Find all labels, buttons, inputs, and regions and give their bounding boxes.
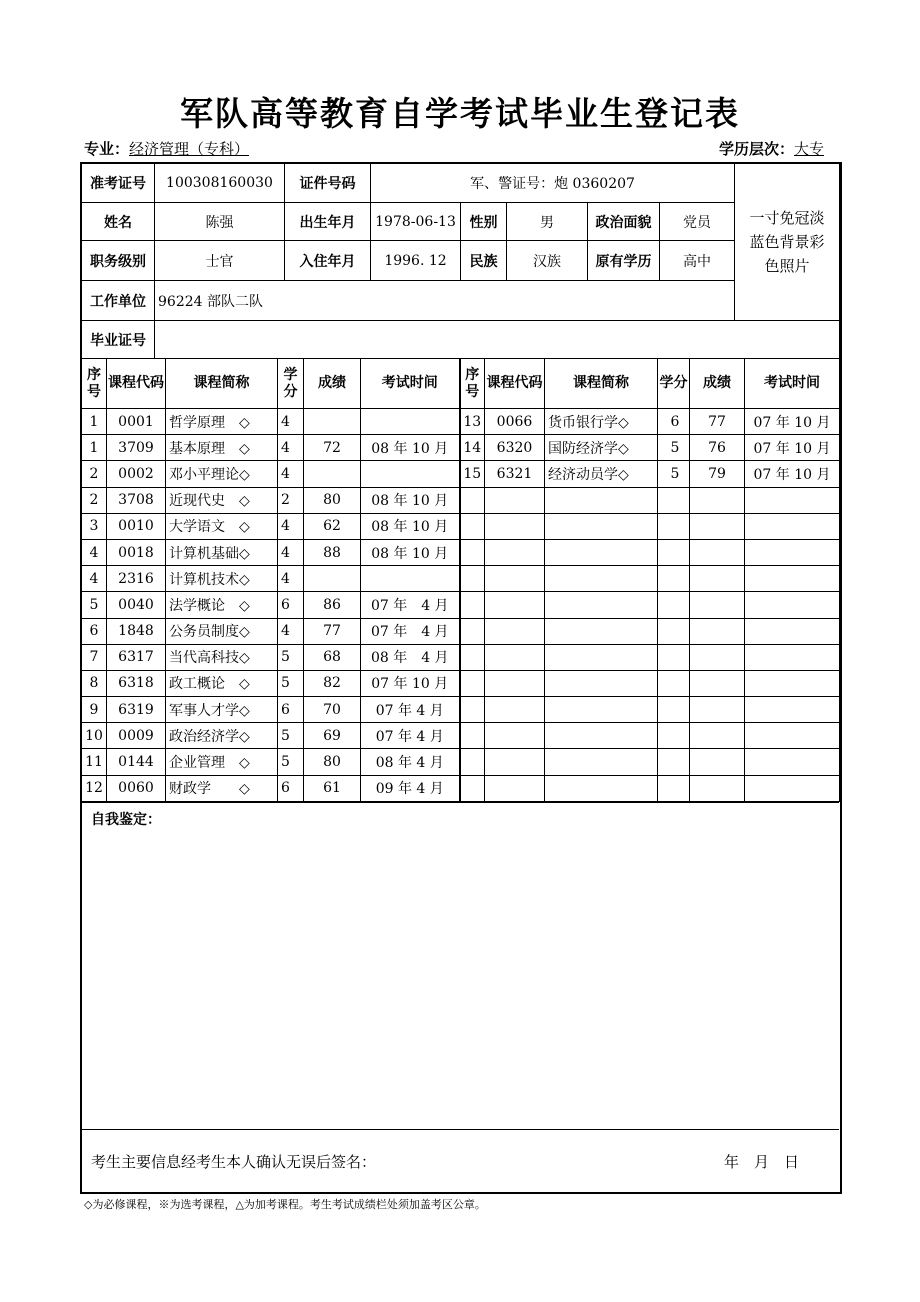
course-credit-cell: 6: [658, 409, 690, 435]
table-row: [82, 539, 840, 565]
enlist-value: 1996. 12: [371, 241, 461, 281]
course-time-cell: 08 年 10 月: [361, 539, 460, 565]
course-score-cell: 82: [304, 670, 361, 696]
course-code-cell: [485, 749, 545, 775]
course-code-cell: [485, 513, 545, 539]
course-credit-cell: 5: [278, 670, 304, 696]
course-seq-cell: [460, 644, 485, 670]
cert-value: [155, 321, 840, 359]
course-name-cell: [545, 749, 658, 775]
course-credit-cell: [658, 775, 690, 801]
course-seq-cell: [460, 618, 485, 644]
course-seq-cell: [460, 723, 485, 749]
table-row: [82, 697, 840, 723]
course-time-cell: [745, 749, 840, 775]
course-seq-cell: 4: [82, 539, 107, 565]
birth-label: 出生年月: [285, 203, 371, 241]
edu-value: 高中: [660, 241, 735, 281]
course-name-cell: 基本原理 ◇: [166, 435, 278, 461]
course-score-cell: [304, 409, 361, 435]
course-name-cell: [545, 566, 658, 592]
header-credit: 学分: [278, 359, 304, 409]
table-row: [82, 435, 840, 461]
course-score-cell: 70: [304, 697, 361, 723]
course-score-cell: 68: [304, 644, 361, 670]
course-credit-cell: 6: [278, 775, 304, 801]
header-credit: 学分: [658, 359, 690, 409]
course-code-cell: 6318: [107, 670, 166, 696]
course-name-cell: 政工概论 ◇: [166, 670, 278, 696]
course-score-cell: 77: [690, 409, 745, 435]
course-score-cell: [690, 592, 745, 618]
major-label: 专业：: [84, 140, 130, 158]
course-seq-cell: 11: [82, 749, 107, 775]
header-seq: 序号: [82, 359, 107, 409]
major-value: 经济管理（专科）: [129, 140, 250, 158]
course-credit-cell: [658, 539, 690, 565]
course-credit-cell: [658, 749, 690, 775]
level-label: 学历层次：: [718, 140, 794, 158]
course-credit-cell: [658, 644, 690, 670]
course-seq-cell: 3: [82, 513, 107, 539]
course-credit-cell: 4: [278, 513, 304, 539]
course-code-cell: 0060: [107, 775, 166, 801]
course-header-row: [82, 359, 840, 409]
course-time-cell: 08 年 10 月: [361, 487, 460, 513]
course-score-cell: 86: [304, 592, 361, 618]
course-seq-cell: 12: [82, 775, 107, 801]
table-row: [82, 723, 840, 749]
course-time-cell: [745, 723, 840, 749]
course-name-cell: [545, 697, 658, 723]
course-seq-cell: 14: [460, 435, 485, 461]
id-label: 证件号码: [285, 163, 371, 203]
course-score-cell: [690, 487, 745, 513]
table-row: [82, 513, 840, 539]
course-name-cell: [545, 592, 658, 618]
course-time-cell: [745, 566, 840, 592]
course-score-cell: [690, 513, 745, 539]
course-seq-cell: 1: [82, 435, 107, 461]
course-time-cell: 07 年 10 月: [361, 670, 460, 696]
course-name-cell: [545, 487, 658, 513]
signature-text: 考生主要信息经考生本人确认无误后签名：: [91, 1153, 377, 1171]
course-seq-cell: 4: [82, 566, 107, 592]
id-value: 军、警证号：炮 0360207: [371, 163, 735, 203]
course-seq-cell: [460, 487, 485, 513]
course-score-cell: [690, 723, 745, 749]
rank-value: 士官: [155, 241, 285, 281]
course-time-cell: [361, 461, 460, 487]
course-name-cell: [545, 618, 658, 644]
course-credit-cell: 5: [278, 644, 304, 670]
course-seq-cell: 7: [82, 644, 107, 670]
course-credit-cell: 4: [278, 566, 304, 592]
course-time-cell: 08 年 10 月: [361, 513, 460, 539]
course-credit-cell: [658, 697, 690, 723]
course-time-cell: 07 年 4 月: [361, 697, 460, 723]
course-name-cell: 计算机基础◇: [166, 539, 278, 565]
course-code-cell: 0009: [107, 723, 166, 749]
gender-label: 性别: [461, 203, 507, 241]
course-code-cell: 1848: [107, 618, 166, 644]
course-name-cell: [545, 539, 658, 565]
course-credit-cell: 5: [278, 723, 304, 749]
header-code: 课程代码: [107, 359, 166, 409]
course-seq-cell: 15: [460, 461, 485, 487]
edu-label: 原有学历: [588, 241, 660, 281]
course-seq-cell: 6: [82, 618, 107, 644]
course-seq-cell: [460, 566, 485, 592]
header-score: 成绩: [304, 359, 361, 409]
courses-body: [82, 359, 840, 802]
course-code-cell: [485, 775, 545, 801]
signature-date: 年 月 日: [723, 1153, 799, 1171]
course-seq-cell: [460, 775, 485, 801]
footnote: ◇为必修课程，※为选考课程，△为加考课程。考生考试成绩栏处须加盖考区公章。: [84, 1198, 486, 1211]
course-time-cell: 07 年 10 月: [745, 435, 840, 461]
course-score-cell: [690, 670, 745, 696]
level-field: [719, 138, 824, 159]
course-score-cell: 88: [304, 539, 361, 565]
page-title: 军队高等教育自学考试毕业生登记表: [180, 94, 740, 133]
unit-label: 工作单位: [82, 281, 155, 321]
course-name-cell: [545, 723, 658, 749]
course-score-cell: [690, 697, 745, 723]
course-time-cell: [745, 670, 840, 696]
course-credit-cell: [658, 513, 690, 539]
course-time-cell: 08 年 10 月: [361, 435, 460, 461]
course-score-cell: [690, 644, 745, 670]
table-row: [82, 566, 840, 592]
course-code-cell: 6320: [485, 435, 545, 461]
course-name-cell: 计算机技术◇: [166, 566, 278, 592]
course-credit-cell: [658, 723, 690, 749]
ethnic-value: 汉族: [507, 241, 588, 281]
course-credit-cell: [658, 618, 690, 644]
course-score-cell: [690, 618, 745, 644]
course-seq-cell: 2: [82, 487, 107, 513]
course-name-cell: 公务员制度◇: [166, 618, 278, 644]
course-score-cell: 79: [690, 461, 745, 487]
course-code-cell: [485, 697, 545, 723]
course-score-cell: [304, 566, 361, 592]
course-code-cell: 6317: [107, 644, 166, 670]
course-score-cell: [690, 775, 745, 801]
course-code-cell: [485, 487, 545, 513]
course-name-cell: 国防经济学◇: [545, 435, 658, 461]
course-score-cell: 77: [304, 618, 361, 644]
exam-no-value: 100308160030: [155, 163, 285, 203]
course-credit-cell: [658, 487, 690, 513]
course-credit-cell: 4: [278, 461, 304, 487]
unit-value: 96224 部队二队: [155, 281, 735, 321]
course-name-cell: 法学概论 ◇: [166, 592, 278, 618]
course-seq-cell: 2: [82, 461, 107, 487]
course-time-cell: 07 年 10 月: [745, 409, 840, 435]
course-code-cell: [485, 618, 545, 644]
course-name-cell: 企业管理 ◇: [166, 749, 278, 775]
course-time-cell: 07 年 4 月: [361, 723, 460, 749]
course-code-cell: 0010: [107, 513, 166, 539]
course-code-cell: [485, 723, 545, 749]
personal-info-table: [81, 162, 840, 359]
ethnic-label: 民族: [461, 241, 507, 281]
header-name: 课程简称: [545, 359, 658, 409]
course-name-cell: 邓小平理论◇: [166, 461, 278, 487]
course-seq-cell: [460, 513, 485, 539]
course-name-cell: 当代高科技◇: [166, 644, 278, 670]
photo-placeholder: [735, 163, 840, 321]
course-time-cell: [745, 644, 840, 670]
course-name-cell: 财政学 ◇: [166, 775, 278, 801]
course-credit-cell: 2: [278, 487, 304, 513]
header-code: 课程代码: [485, 359, 545, 409]
course-code-cell: 0002: [107, 461, 166, 487]
course-name-cell: 近现代史 ◇: [166, 487, 278, 513]
course-seq-cell: [460, 592, 485, 618]
course-name-cell: 大学语文 ◇: [166, 513, 278, 539]
course-time-cell: [745, 592, 840, 618]
table-row: [82, 749, 840, 775]
course-seq-cell: 10: [82, 723, 107, 749]
course-score-cell: [690, 539, 745, 565]
course-time-cell: 07 年 10 月: [745, 461, 840, 487]
course-code-cell: [485, 644, 545, 670]
course-code-cell: 0001: [107, 409, 166, 435]
course-time-cell: 07 年 4 月: [361, 618, 460, 644]
enlist-label: 入住年月: [285, 241, 371, 281]
course-score-cell: 72: [304, 435, 361, 461]
course-credit-cell: 5: [658, 435, 690, 461]
course-score-cell: 61: [304, 775, 361, 801]
course-seq-cell: 1: [82, 409, 107, 435]
self-evaluation-section: [81, 802, 839, 1189]
table-row: [82, 592, 840, 618]
course-name-cell: 货币银行学◇: [545, 409, 658, 435]
course-credit-cell: 4: [278, 618, 304, 644]
course-code-cell: 0144: [107, 749, 166, 775]
table-row: [82, 461, 840, 487]
course-code-cell: 2316: [107, 566, 166, 592]
course-name-cell: 军事人才学◇: [166, 697, 278, 723]
course-seq-cell: 9: [82, 697, 107, 723]
rank-label: 职务级别: [82, 241, 155, 281]
course-credit-cell: 4: [278, 539, 304, 565]
course-code-cell: [485, 566, 545, 592]
header-name: 课程简称: [166, 359, 278, 409]
course-score-cell: 80: [304, 749, 361, 775]
course-code-cell: 6319: [107, 697, 166, 723]
course-code-cell: [485, 539, 545, 565]
course-credit-cell: [658, 592, 690, 618]
course-time-cell: [745, 775, 840, 801]
table-row: [82, 644, 840, 670]
header-time: 考试时间: [361, 359, 460, 409]
course-seq-cell: 8: [82, 670, 107, 696]
major-field: [84, 138, 249, 159]
course-seq-cell: [460, 539, 485, 565]
course-time-cell: [745, 618, 840, 644]
courses-table: [81, 358, 840, 802]
table-row: [82, 409, 840, 435]
course-credit-cell: [658, 566, 690, 592]
course-credit-cell: 4: [278, 435, 304, 461]
name-label: 姓名: [82, 203, 155, 241]
header-seq: 序号: [460, 359, 485, 409]
course-name-cell: 哲学原理 ◇: [166, 409, 278, 435]
politics-value: 党员: [660, 203, 735, 241]
header-score: 成绩: [690, 359, 745, 409]
course-score-cell: 69: [304, 723, 361, 749]
course-name-cell: 经济动员学◇: [545, 461, 658, 487]
course-time-cell: [361, 566, 460, 592]
course-code-cell: 3708: [107, 487, 166, 513]
course-seq-cell: 13: [460, 409, 485, 435]
course-name-cell: [545, 644, 658, 670]
course-time-cell: [745, 697, 840, 723]
course-code-cell: [485, 592, 545, 618]
course-time-cell: 08 年 4 月: [361, 644, 460, 670]
course-seq-cell: [460, 697, 485, 723]
course-credit-cell: 5: [278, 749, 304, 775]
course-name-cell: 政治经济学◇: [166, 723, 278, 749]
table-row: [82, 618, 840, 644]
course-credit-cell: [658, 670, 690, 696]
course-time-cell: 08 年 4 月: [361, 749, 460, 775]
gender-value: 男: [507, 203, 588, 241]
course-code-cell: 0040: [107, 592, 166, 618]
level-value: 大专: [793, 140, 824, 158]
course-credit-cell: 4: [278, 409, 304, 435]
course-name-cell: [545, 670, 658, 696]
header-time: 考试时间: [745, 359, 840, 409]
course-score-cell: [690, 749, 745, 775]
course-name-cell: [545, 775, 658, 801]
name-value: 陈强: [155, 203, 285, 241]
birth-value: 1978-06-13: [371, 203, 461, 241]
course-score-cell: 62: [304, 513, 361, 539]
course-name-cell: [545, 513, 658, 539]
course-code-cell: [485, 670, 545, 696]
course-time-cell: [745, 487, 840, 513]
self-eval-label: 自我鉴定：: [91, 812, 161, 828]
course-code-cell: 0018: [107, 539, 166, 565]
course-code-cell: 6321: [485, 461, 545, 487]
course-seq-cell: 5: [82, 592, 107, 618]
course-credit-cell: 5: [658, 461, 690, 487]
course-seq-cell: [460, 670, 485, 696]
course-time-cell: 09 年 4 月: [361, 775, 460, 801]
politics-label: 政治面貌: [588, 203, 660, 241]
course-credit-cell: 6: [278, 697, 304, 723]
divider: [81, 1129, 839, 1130]
course-score-cell: [304, 461, 361, 487]
course-time-cell: 07 年 4 月: [361, 592, 460, 618]
course-score-cell: 80: [304, 487, 361, 513]
course-credit-cell: 6: [278, 592, 304, 618]
table-row: [82, 487, 840, 513]
course-time-cell: [361, 409, 460, 435]
table-row: [82, 670, 840, 696]
course-time-cell: [745, 513, 840, 539]
course-time-cell: [745, 539, 840, 565]
course-seq-cell: [460, 749, 485, 775]
exam-no-label: 准考证号: [82, 163, 155, 203]
course-code-cell: 0066: [485, 409, 545, 435]
table-row: [82, 775, 840, 801]
course-score-cell: 76: [690, 435, 745, 461]
course-score-cell: [690, 566, 745, 592]
cert-label: 毕业证号: [82, 321, 155, 359]
photo-text: 一寸免冠淡蓝色背景彩色照片: [749, 208, 825, 275]
course-code-cell: 3709: [107, 435, 166, 461]
